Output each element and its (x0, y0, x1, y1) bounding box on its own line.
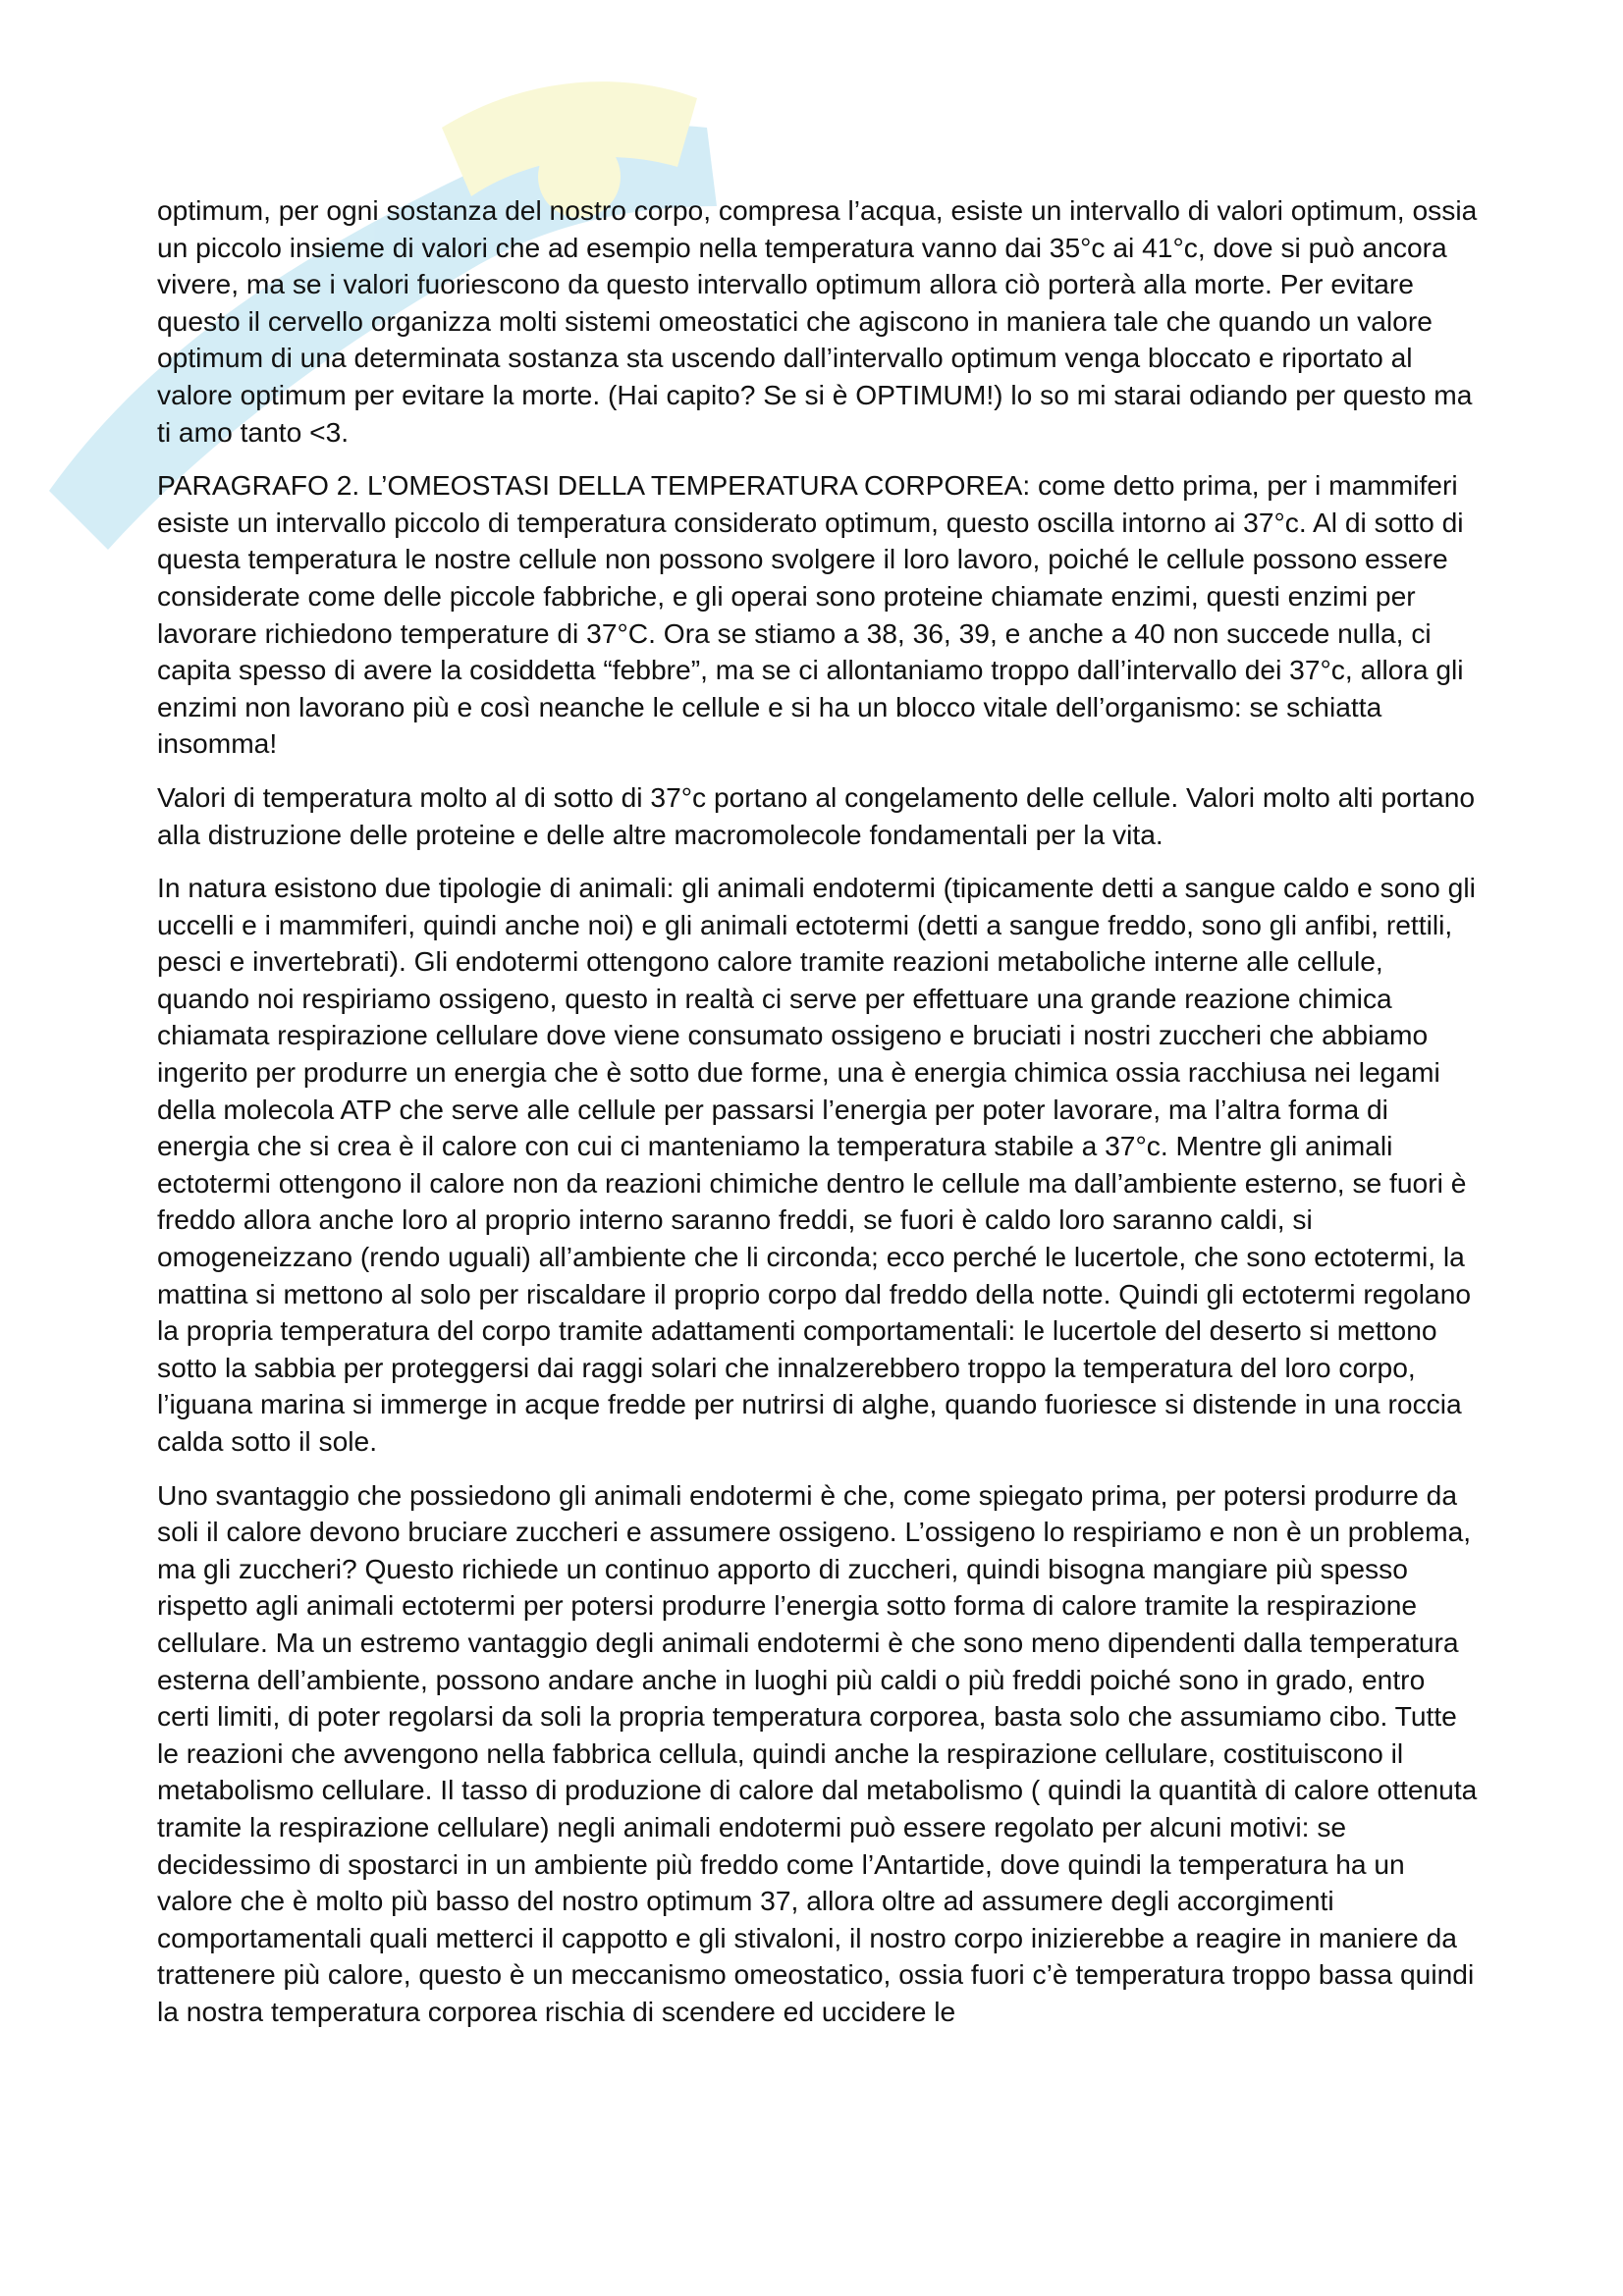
paragraph: PARAGRAFO 2. L’OMEOSTASI DELLA TEMPERATURA CORPOREA: come detto prima, per i mammiferi esiste un intervallo piccolo di temperatura considerato optimum, questo oscilla intorno ai 37°c. Al di sotto di questa temperatura le nostre cellule non possono svolgere il loro lavoro, poiché le cellule possono essere considerate come delle piccole fabbriche, e gli operai sono proteine chiamate enzimi, questi enzimi per lavorare richiedono temperature di 37°C. Ora se stiamo a 38, 36, 39, e anche a 40 non succede nulla, ci capita spesso di avere la cosiddetta “febbre”, ma se ci allontaniamo troppo dall’intervallo dei 37°c, allora gli enzimi non lavorano più e così neanche le cellule e si ha un blocco vitale dell’organismo: se schiatta insomma! (157, 469, 1464, 760)
document-page (157, 192, 1483, 2048)
paragraph: Uno svantaggio che possiedono gli animali endotermi è che, come spiegato prima, per potersi produrre da soli il calore devono bruciare zuccheri e assumere ossigeno. L’ossigeno lo respiriamo e non è un problema, ma gli zuccheri? Questo richiede un continuo apporto di zuccheri, quindi bisogna mangiare più spesso rispetto agli animali ectotermi per potersi produrre l’energia sotto forma di calore tramite la respirazione cellulare. Ma un estremo vantaggio degli animali endotermi è che sono meno dipendenti dalla temperatura esterna dell’ambiente, possono andare anche in luoghi più caldi o più freddi poiché sono in grado, entro certi limiti, di poter regolarsi da soli la propria temperatura corporea, basta solo che assumiamo cibo. Tutte le reazioni che avvengono nella fabbrica cellula, quindi anche la respirazione cellulare, costituiscono il metabolismo cellulare. Il tasso di produzione di calore dal metabolismo ( quindi la quantità di calore ottenuta tramite la respirazione cellulare) negli animali endotermi può essere regolato per alcuni motivi: se decidessimo di spostarci in un ambiente più freddo come l’Antartide, dove quindi la temperatura ha un valore che è molto più basso del nostro optimum 37, allora oltre ad assumere degli accorgimenti comportamentali quali metterci il cappotto e gli stivaloni, il nostro corpo inizierebbe a reagire in maniere da trattenere più calore, questo è un meccanismo omeostatico, ossia fuori c’è temperatura troppo bassa quindi la nostra temperatura corporea rischia di scendere ed uccidere le (157, 1478, 1478, 2027)
paragraph: optimum, per ogni sostanza del nostro corpo, compresa l’acqua, esiste un intervallo di valori optimum, ossia un piccolo insieme di valori che ad esempio nella temperatura vanno dai 35°c ai 41°c, dove si può ancora vivere, ma se i valori fuoriescono da questo intervallo optimum allora ciò porterà alla morte. Per evitare questo il cervello organizza molti sistemi omeostatici che agiscono in maniera tale che quando un valore optimum di una determinata sostanza sta uscendo dall’intervallo optimum venga bloccato e riportato al valore optimum per evitare la morte. (Hai capito? Se si è OPTIMUM!) lo so mi starai odiando per questo ma ti amo tanto <3. (157, 194, 1478, 448)
paragraph: Valori di temperatura molto al di sotto di 37°c portano al congelamento delle cellule. Valori molto alti portano alla distruzione delle proteine e delle altre macromolecole fondamentali per la vita. (157, 780, 1476, 850)
paragraph: In natura esistono due tipologie di animali: gli animali endotermi (tipicamente detti a sangue caldo e sono gli uccelli e i mammiferi, quindi anche noi) e gli animali ectotermi (detti a sangue freddo, sono gli anfibi, rettili, pesci e invertebrati). Gli endotermi ottengono calore tramite reazioni metaboliche interne alle cellule, quando noi respiriamo ossigeno, questo in realtà ci serve per effettuare una grande reazione chimica chiamata respirazione cellulare dove viene consumato ossigeno e bruciati i nostri zuccheri che abbiamo ingerito per produrre un energia che è sotto due forme, una è energia chimica ossia racchiusa nei legami della molecola ATP che serve alle cellule per passarsi l’energia per poter lavorare, ma l’altra forma di energia che si crea è il calore con cui ci manteniamo la temperatura stabile a 37°c. Mentre gli animali ectotermi ottengono il calore non da reazioni chimiche dentro le cellule ma dall’ambiente esterno, se fuori è freddo allora anche loro al proprio interno saranno freddi, se fuori è caldo loro saranno caldi, si omogeneizzano (rendo uguali) all’ambiente che li circonda; ecco perché le lucertole, che sono ectotermi, la mattina si mettono al solo per riscaldare il proprio corpo dal freddo della notte. Quindi gli ectotermi regolano la propria temperatura del corpo tramite adattamenti comportamentali: le lucertole del deserto si mettono sotto la sabbia per proteggersi dai raggi solari che innalzerebbero troppo la temperatura del loro corpo, l’iguana marina si immerge in acque fredde per nutrirsi di alghe, quando fuoriesce si distende in una roccia calda sotto il sole. (157, 872, 1476, 1457)
watermark-highlight-shape (442, 81, 697, 196)
